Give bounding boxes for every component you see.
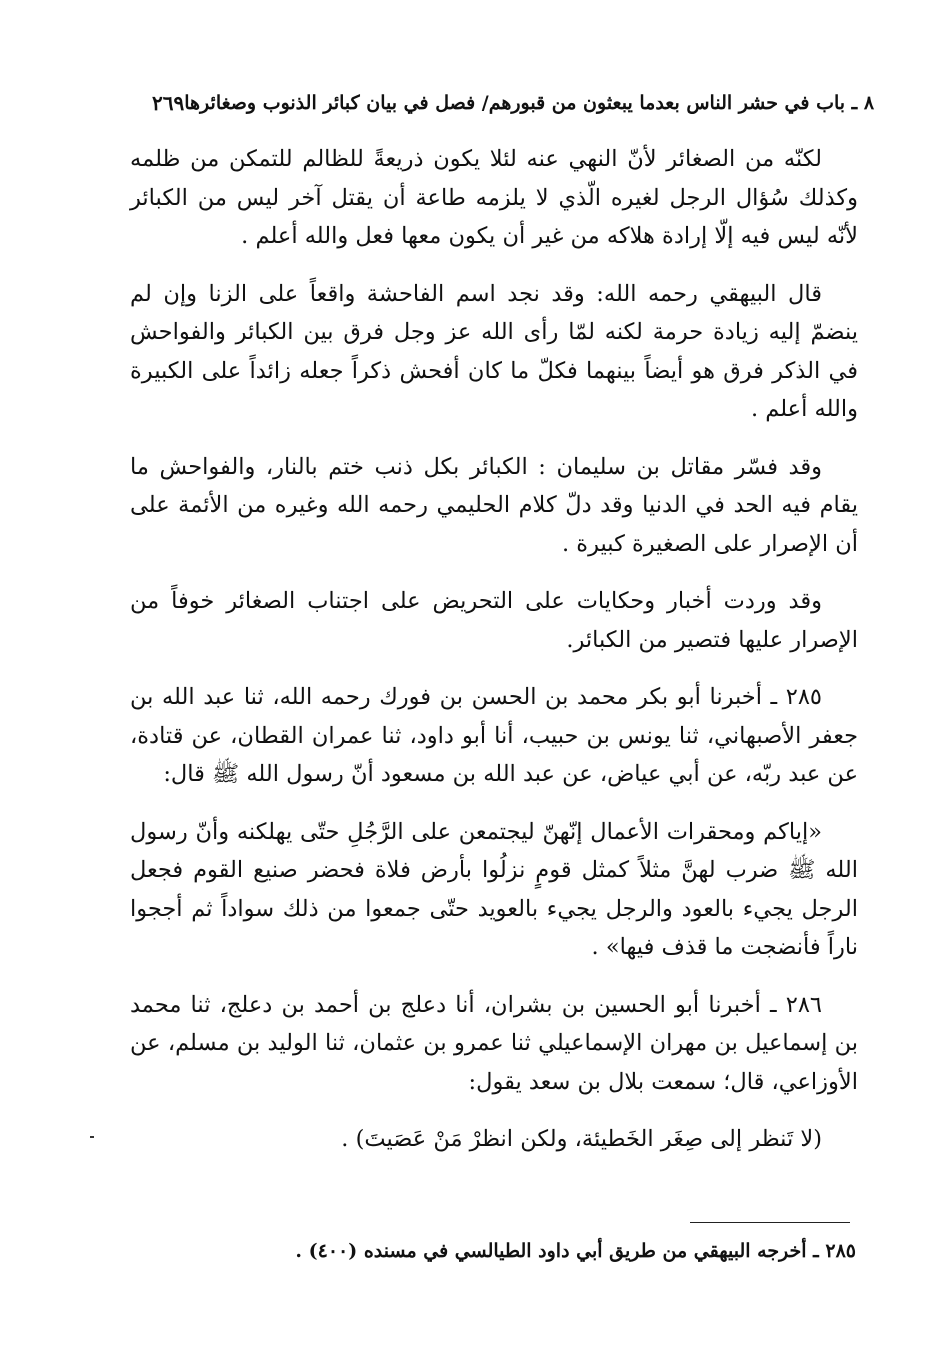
paragraph-2: قال البيهقي رحمه الله: وقد نجد اسم الفاحشة واقعاً على الزنا وإن لم ينضمّ إليه زيادة حرمة لكنه لمّا رأى الله عز وجل فرق بين الكبائر والفواحش في الذكر فرق هو أيضاً بينهما فكلّ ما كان أفحش ذكراً جعله زائداً على الكبيرة والله أعلم .	[130, 280, 858, 422]
paragraph-4: وقد وردت أخبار وحكايات على التحريض على اجتناب الصغائر خوفاً من الإصرار عليها فتصير من الكبائر.	[130, 588, 858, 653]
scan-mark	[90, 1136, 94, 1138]
main-text	[130, 140, 858, 1178]
hadith-285-isnad: ٢٨٥ ـ أخبرنا أبو بكر محمد بن الحسن بن فورك رحمه الله، ثنا عبد الله بن جعفر الأصبهاني، ثنا يونس بن حبيب، أنا أبو داود، ثنا عمران القطان، عن قتادة، عن عبد ربّه، عن أبي عياض، عن عبد الله بن مسعود أنّ رسول الله ﷺ قال:	[130, 684, 858, 787]
running-header	[128, 86, 875, 120]
hadith-286-isnad: ٢٨٦ ـ أخبرنا أبو الحسين بن بشران، أنا دعلج بن أحمد بن دعلج، ثنا محمد بن إسماعيل بن مهران الإسماعيلي ثنا عمرو بن عثمان، ثنا الوليد بن مسلم، عن الأوزاعي، قال؛ سمعت بلال بن سعد يقول:	[130, 991, 858, 1095]
hadith-285-matn: «إياكم ومحقرات الأعمال إنّهنّ ليجتمعن على الرَّجُلِ حتّى يهلكنه وأنّ رسول الله ﷺ ضرب لهنَّ مثلاً كمثل قومٍ نزلُوا بأرض فلاة فحضر صنيع القوم فجعل الرجل يجيء بالعود والرجل يجيء بالعويد حتّى جمعوا من ذلك سواداً ثم أججوا ناراً فأنضجت ما قذف فيها» .	[130, 818, 858, 960]
hadith-286-matn: (لا تَنظر إلى صِغَر الخَطيئة، ولكن انظرْ مَنْ عَصَيتَ) .	[341, 1126, 822, 1152]
page-number: ٢٦٩	[152, 91, 185, 115]
paragraph-1: لكنّه من الصغائر لأنّ النهي عنه لئلا يكون ذريعةً للظالم للتمكن من ظلمه وكذلك سُؤال الرجل لغيره الّذي لا يلزمه طاعة أن يقتل آخر ليس من الكبائر لأنّه ليس فيه إلّا إرادة هلاكه من غير أن يكون معها فعل والله أعلم .	[130, 146, 858, 249]
paragraph-3: وقد فسّر مقاتل بن سليمان : الكبائر بكل ذنب ختم بالنار، والفواحش ما يقام فيه الحد في الدنيا وقد دلّ كلام الحليمي رحمه الله وغيره من الأئمة على أن الإصرار على الصغيرة كبيرة .	[130, 453, 858, 557]
footnote: ٢٨٥ ـ أخرجه البيهقي من طريق أبي داود الطيالسي في مسنده (٤٠٠) .	[295, 1240, 856, 1262]
chapter-title: ٨ ـ باب في حشر الناس بعدما يبعثون من قبورهم/ فصل في بيان كبائر الذنوب وصغائرها	[184, 92, 875, 114]
footnote-rule	[690, 1222, 850, 1223]
